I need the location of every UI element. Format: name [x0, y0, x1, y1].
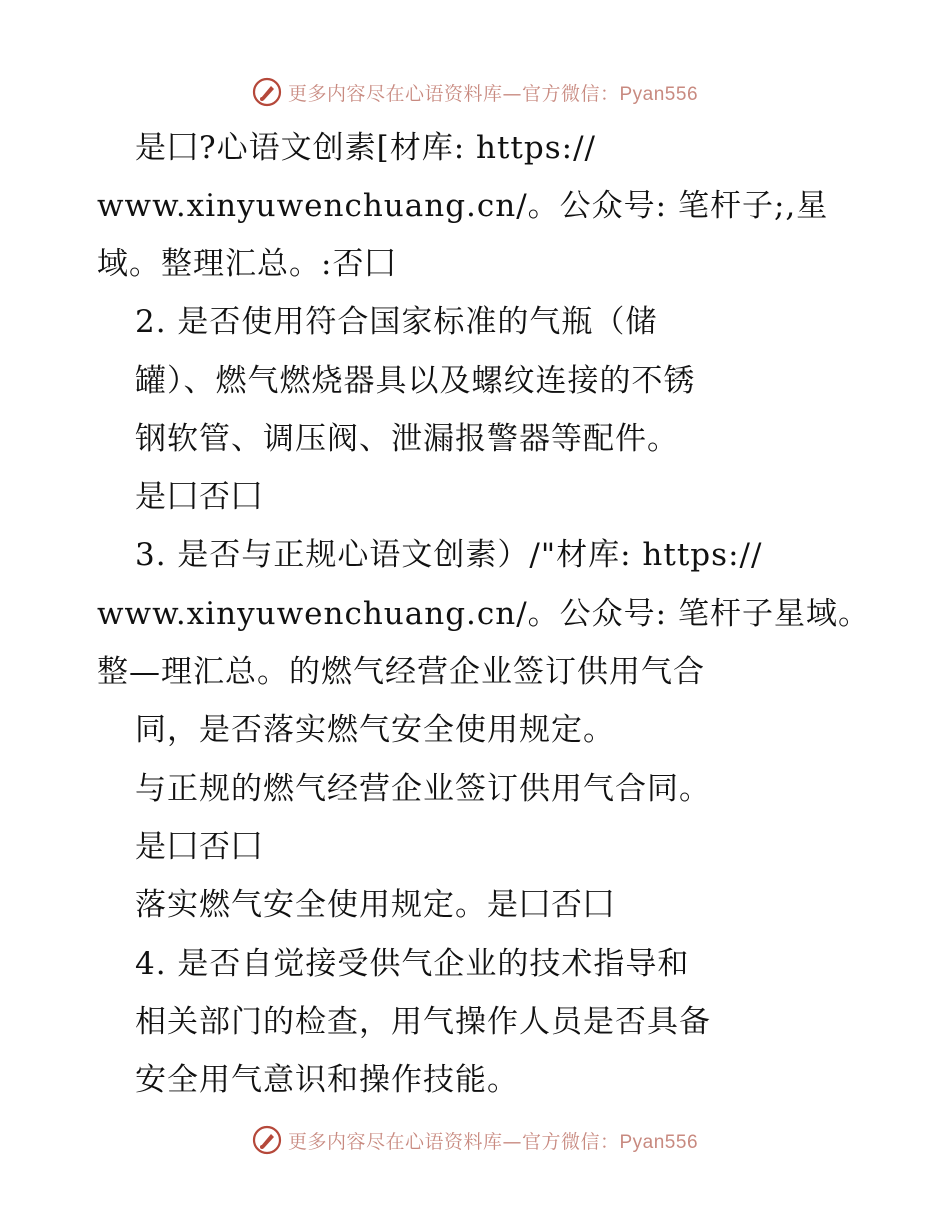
text-line: www.xinyuwenchuang.cn/。公众号: 笔杆子;,星: [97, 188, 829, 224]
text-line: 落实燃气安全使用规定。是囗否囗: [135, 887, 615, 923]
text-line: 2. 是否使用符合国家标准的气瓶（储: [135, 304, 658, 340]
text-line: 相关部门的检查，用气操作人员是否具备: [135, 1004, 711, 1040]
text-line: 域。整理汇总。:否囗: [97, 246, 397, 282]
text-line: 钢软管、调压阀、泄漏报警器等配件。: [135, 421, 679, 457]
banner-handle: Pyan556: [619, 1131, 699, 1153]
text-line: 罐）、燃气燃烧器具以及螺纹连接的不锈: [135, 363, 696, 399]
text-line: 是囗?心语文创素[材库: https://: [135, 130, 596, 166]
text-line: 4. 是否自觉接受供气企业的技术指导和: [135, 946, 690, 982]
footer-banner: [0, 1120, 950, 1160]
pen-nib-logo-icon: [252, 77, 282, 107]
pen-nib-logo-icon: [252, 1125, 282, 1155]
text-line: 同，是否落实燃气安全使用规定。: [135, 712, 615, 748]
text-line: 与正规的燃气经营企业签订供用气合同。: [135, 771, 711, 807]
text-line: www.xinyuwenchuang.cn/。公众号: 笔杆子星域。: [97, 596, 870, 632]
banner-text: 更多内容尽在心语资料库—官方微信：Pyan556: [287, 82, 699, 105]
text-line: 是囗否囗: [135, 829, 263, 865]
text-line: 安全用气意识和操作技能。: [135, 1062, 519, 1098]
text-line: 是囗否囗: [135, 479, 263, 515]
banner-text: 更多内容尽在心语资料库—官方微信：Pyan556: [287, 1130, 699, 1153]
header-banner: [0, 72, 950, 112]
banner-handle: Pyan556: [619, 83, 699, 105]
text-line: 整—理汇总。的燃气经营企业签订供用气合: [97, 654, 705, 690]
text-line: 3. 是否与正规心语文创素）/"材库: https://: [135, 537, 763, 573]
